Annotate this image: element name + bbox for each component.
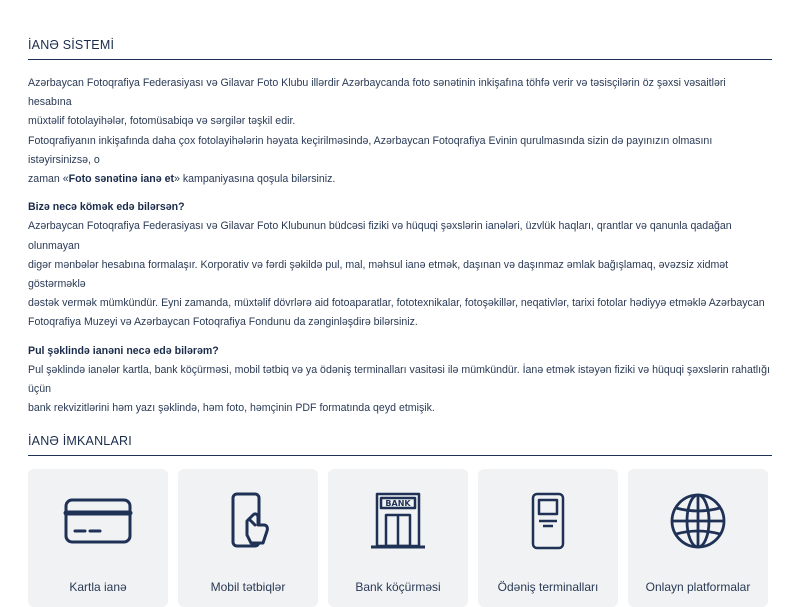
mobile-phone-icon <box>213 491 283 551</box>
help-line: dəstək vermək mümkündür. Eyni zamanda, müxtəlif dövrlərə aid fotoaparatlar, fototexnikalar, fotoşəkillər, neqativlər, tarixi fotolar hədiyyə etməklə Azərbaycan <box>28 297 765 310</box>
terminal-label: Ödəniş terminalları <box>497 580 599 595</box>
campaign-name: Foto sənətinə ianə et <box>68 173 175 186</box>
help-line: digər mənbələr hesabına formalaşır. Korporativ və fərdi şəkildə pul, mal, məhsul ianə etmək, daşınan və daşınmaz əmlak bağışlamaq, əvəzsiz xidmət göstərməklə <box>28 258 729 291</box>
globe-icon <box>663 491 733 551</box>
section-title-donation-options: İANƏ İMKANLARI <box>28 434 772 456</box>
help-line: Fotoqrafiya Muzeyi və Azərbaycan Fotoqrafiya Fondunu da zənginləşdirə bilərsiniz. <box>28 316 418 329</box>
intro-line: müxtəlif fotolayihələr, fotomüsabiqə və sərgilər təşkil edir. <box>28 115 296 128</box>
mobile-donation-option[interactable] <box>178 469 318 607</box>
intro-text: zaman « <box>28 173 69 186</box>
donation-page <box>28 0 772 607</box>
card-donation-option[interactable] <box>28 469 168 607</box>
intro-line <box>28 170 772 189</box>
bank-icon <box>363 491 433 551</box>
donation-description <box>28 74 772 418</box>
terminal-donation-option[interactable] <box>478 469 618 607</box>
section-title-donation-system: İANƏ SİSTEMİ <box>28 0 772 60</box>
intro-text: » kampaniyasına qoşula bilərsiniz. <box>174 173 336 186</box>
help-question: Bizə necə kömək edə bilərsən? <box>28 201 185 214</box>
card-label: Kartla ianə <box>69 580 127 595</box>
money-question: Pul şəklində ianəni necə edə bilərəm? <box>28 344 219 357</box>
bank-label: Bank köçürməsi <box>355 580 441 595</box>
mobile-label: Mobil tətbiqlər <box>210 580 286 595</box>
intro-line: Fotoqrafiyanın inkişafında daha çox fotolayihələrin həyata keçirilməsində, Azərbaycan Fotoqrafiya Evinin qurulmasında sizin də payınızın olmasını istəyirsinizsə, o <box>28 134 713 166</box>
help-line: Azərbaycan Fotoqrafiya Federasiyası və Gilavar Foto Klubunun büdcəsi fiziki və hüquqi şəxslərin ianələri, üzvlük haqları, qrantlar və qanunla qadağan olunmayan <box>28 220 732 252</box>
intro-line: Azərbaycan Fotoqrafiya Federasiyası və Gilavar Foto Klubu illərdir Azərbaycanda foto sənətinin inkişafına töhfə verir və təsisçilərin öz şəxsi vəsaitləri hesabına <box>28 77 726 109</box>
money-line: bank rekvizitlərini həm yazı şəklində, həm foto, həmçinin PDF formatında qeyd etmişik. <box>28 402 435 415</box>
credit-card-icon <box>63 491 133 551</box>
donation-options <box>28 469 772 607</box>
online-donation-option[interactable] <box>628 469 768 607</box>
bank-donation-option[interactable] <box>328 469 468 607</box>
bank-sign-text: BANK <box>385 499 411 509</box>
payment-terminal-icon <box>513 491 583 551</box>
online-label: Onlayn platformalar <box>645 580 751 595</box>
money-line: Pul şəklində ianələr kartla, bank köçürməsi, mobil tətbiq və ya ödəniş terminalları vasitəsi ilə mümkündür. İanə etmək istəyən fiziki və hüquqi şəxslərin rahatlığı üçün <box>28 363 770 396</box>
